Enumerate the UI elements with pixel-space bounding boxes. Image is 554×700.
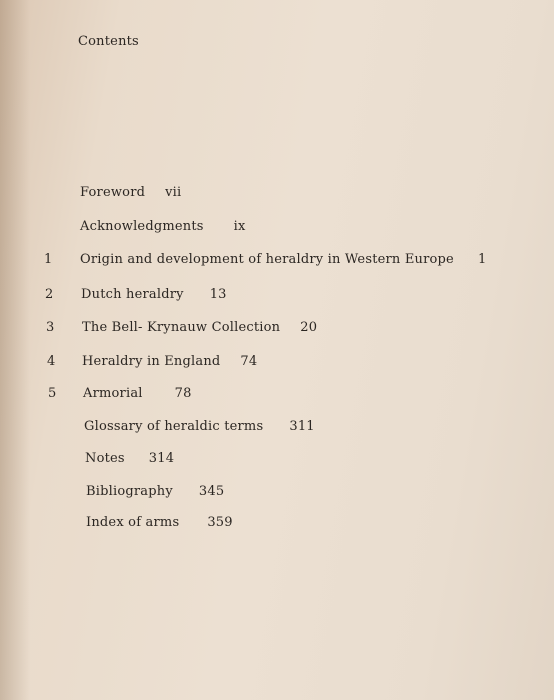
toc-entry-dutch-heraldry [81, 287, 227, 302]
toc-entry-page: 1 [477, 252, 487, 267]
toc-entry-page: 345 [198, 484, 225, 499]
toc-entry-title: Bibliography [86, 484, 173, 499]
toc-entry-title: Dutch heraldry [81, 287, 184, 302]
toc-entry-title: Heraldry in England [82, 354, 221, 369]
page-gutter-shadow [0, 0, 30, 700]
toc-entry-heraldry-england [82, 354, 257, 369]
toc-entry-page: 78 [174, 386, 192, 401]
toc-entry-foreword [80, 185, 181, 200]
toc-entry-title: The Bell- Krynauw Collection [82, 320, 281, 335]
toc-entry-title: Armorial [83, 386, 143, 401]
toc-entry-index-of-arms [86, 515, 233, 530]
toc-entry-page: 13 [209, 287, 227, 302]
toc-entry-title: Origin and development of heraldry in Western Europe [80, 252, 454, 267]
toc-entry-title: Foreword [80, 185, 146, 200]
toc-entry-page: 311 [289, 419, 315, 434]
contents-heading: Contents [78, 34, 139, 49]
toc-entry-glossary [84, 419, 315, 434]
toc-entry-page: 74 [240, 354, 258, 369]
toc-entry-title: Acknowledgments [80, 219, 204, 234]
toc-entry-title: Index of arms [86, 515, 180, 530]
toc-entry-page: 314 [148, 451, 175, 466]
toc-entry-acknowledgments [80, 219, 246, 234]
toc-chapter-number: 4 [47, 354, 56, 369]
toc-entry-page: 359 [207, 515, 233, 530]
toc-entry-bibliography [86, 484, 224, 499]
toc-entry-notes [85, 451, 174, 466]
toc-chapter-number: 3 [46, 320, 55, 335]
toc-chapter-number: 1 [44, 252, 53, 267]
toc-chapter-number: 2 [45, 287, 54, 302]
toc-entry-bell-krynauw [82, 320, 317, 335]
toc-entry-armorial [83, 386, 192, 401]
toc-entry-page: 20 [300, 320, 318, 335]
toc-chapter-number: 5 [48, 386, 57, 401]
toc-entry-origin [80, 252, 486, 267]
toc-entry-title: Glossary of heraldic terms [84, 419, 264, 434]
toc-entry-title: Notes [85, 451, 125, 466]
toc-entry-page: vii [165, 185, 182, 200]
toc-entry-page: ix [233, 219, 246, 234]
